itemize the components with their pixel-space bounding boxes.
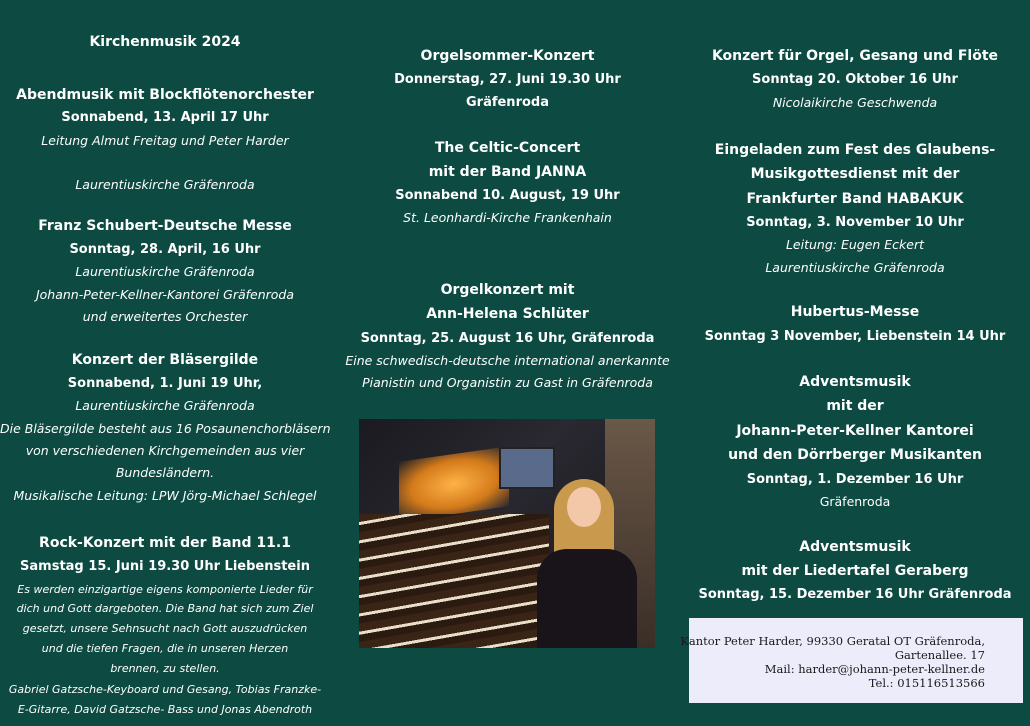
organist-photo <box>359 419 655 648</box>
event-title: Adventsmusik <box>799 539 911 555</box>
event-date: Sonntag, 28. April, 16 Uhr <box>69 242 261 257</box>
event-place: St. Leonhardi-Kirche Frankenhain <box>403 210 612 225</box>
organ-console <box>359 514 549 648</box>
event-title: Konzert der Bläsergilde <box>71 352 259 368</box>
event-title: Johann-Peter-Kellner Kantorei <box>736 423 974 439</box>
event-place: Gräfenroda <box>819 494 891 509</box>
event-description: und die tiefen Fragen, die in unseren Herzen <box>41 642 289 655</box>
event-title: und den Dörrberger Musikanten <box>728 447 982 463</box>
event-date: Sonnabend, 13. April 17 Uhr <box>61 110 269 125</box>
event-title: mit der Band JANNA <box>428 164 587 180</box>
event-description: Die Bläsergilde besteht aus 16 Posaunenchorbläsern <box>0 421 331 436</box>
event-description: Eine schwedisch-deutsche international anerkannte <box>345 353 670 368</box>
event-title: Musikgottesdienst mit der <box>750 166 960 182</box>
organ-light <box>399 446 509 521</box>
event-title: The Celtic-Concert <box>434 140 581 156</box>
event-info: Leitung Almut Freitag und Peter Harder <box>41 133 289 148</box>
organ-monitor <box>499 447 555 489</box>
event-date: Sonntag, 1. Dezember 16 Uhr <box>746 472 964 487</box>
event-title: Orgelkonzert mit <box>440 282 575 298</box>
event-title: Ann-Helena Schlüter <box>426 306 589 322</box>
event-description: Es werden einzigartige eigens komponierte Lieder für <box>17 583 313 596</box>
event-info: Musikalische Leitung: LPW Jörg-Michael Schlegel <box>13 488 317 503</box>
event-date: Sonntag, 15. Dezember 16 Uhr Gräfenroda <box>698 587 1012 602</box>
event-title: Hubertus-Messe <box>790 304 920 320</box>
event-place: Laurentiuskirche Gräfenroda <box>75 398 255 413</box>
event-title: Franz Schubert-Deutsche Messe <box>38 218 292 234</box>
event-title: Eingeladen zum Fest des Glaubens- <box>714 142 996 158</box>
event-description: Bundesländern. <box>115 465 215 480</box>
event-place: Laurentiuskirche Gräfenroda <box>75 177 255 192</box>
event-description: gesetzt, unsere Sehnsucht nach Gott auszudrücken <box>22 622 308 635</box>
event-title: Adventsmusik <box>799 374 911 390</box>
event-date: Sonnabend 10. August, 19 Uhr <box>395 188 620 203</box>
event-title: mit der <box>826 398 884 414</box>
event-info: E-Gitarre, David Gatzsche- Bass und Jonas Abendroth <box>17 703 313 716</box>
event-date: Sonnabend, 1. Juni 19 Uhr, <box>67 376 263 391</box>
event-title: Abendmusik mit Blockflötenorchester <box>16 87 314 103</box>
event-place: Laurentiuskirche Gräfenroda <box>765 260 945 275</box>
event-info: Johann-Peter-Kellner-Kantorei Gräfenroda <box>35 287 295 302</box>
event-description: von verschiedenen Kirchgemeinden aus vier <box>25 443 305 458</box>
event-info: Leitung: Eugen Eckert <box>785 237 925 252</box>
event-title: Frankfurter Band HABAKUK <box>746 191 964 207</box>
contact-email: Mail: harder@johann-peter-kellner.de <box>764 662 985 676</box>
event-date: Donnerstag, 27. Juni 19.30 Uhr <box>394 72 621 87</box>
contact-street: Gartenallee. 17 <box>894 648 985 662</box>
event-place: Gräfenroda <box>465 95 549 110</box>
event-date: Samstag 15. Juni 19.30 Uhr Liebenstein <box>20 559 310 574</box>
event-description: brennen, zu stellen. <box>110 662 220 675</box>
event-date: Sonntag, 3. November 10 Uhr <box>746 215 964 230</box>
event-date: Sonntag 3 November, Liebenstein 14 Uhr <box>704 329 1006 344</box>
contact-phone: Tel.: 015116513566 <box>868 676 985 690</box>
page-title: Kirchenmusik 2024 <box>89 34 241 50</box>
event-date: Sonntag, 25. August 16 Uhr, Gräfenroda <box>360 331 655 346</box>
event-title: Orgelsommer-Konzert <box>420 48 595 64</box>
contact-box <box>680 618 1023 703</box>
event-info: und erweitertes Orchester <box>82 309 248 324</box>
event-description: dich und Gott dargeboten. Die Band hat sich zum Ziel <box>16 602 314 615</box>
event-title: Rock-Konzert mit der Band 11.1 <box>39 535 291 551</box>
event-date: Sonntag 20. Oktober 16 Uhr <box>752 72 958 87</box>
event-title: mit der Liedertafel Geraberg <box>741 563 969 579</box>
contact-address: Kantor Peter Harder, 99330 Geratal OT Gräfenroda, <box>680 634 985 648</box>
organist-face <box>567 487 601 527</box>
event-description: Pianistin und Organistin zu Gast in Gräfenroda <box>362 375 653 390</box>
event-place: Laurentiuskirche Gräfenroda <box>75 264 255 279</box>
event-info: Gabriel Gatzsche-Keyboard und Gesang, Tobias Franzke- <box>8 683 322 696</box>
event-title: Konzert für Orgel, Gesang und Flöte <box>711 48 999 64</box>
organist-body <box>537 549 637 648</box>
event-place: Nicolaikirche Geschwenda <box>772 95 938 110</box>
